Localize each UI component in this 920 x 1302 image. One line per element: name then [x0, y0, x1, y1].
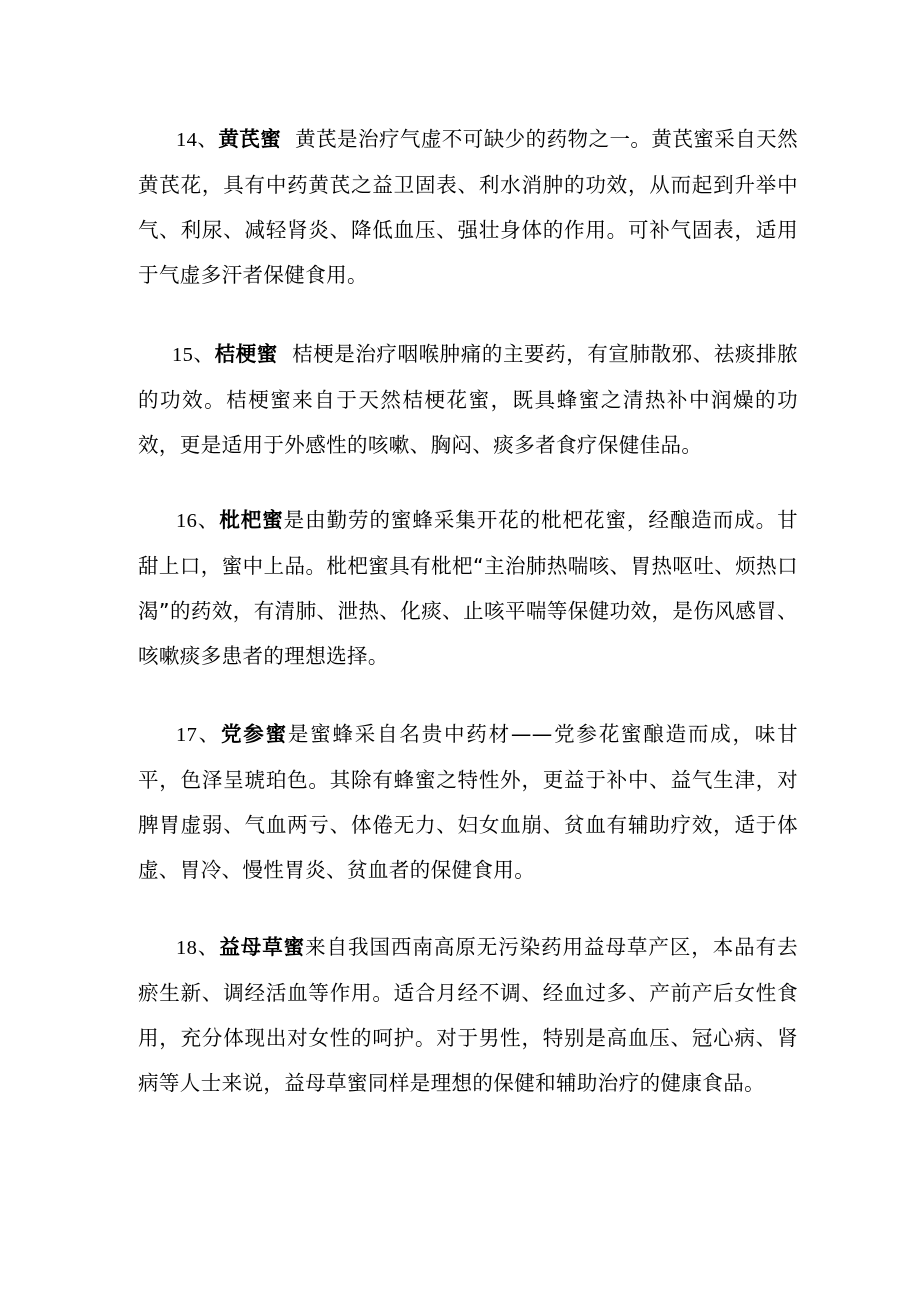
item-body: 是蜜蜂采自名贵中药材——党参花蜜酿造而成，味甘平，色泽呈琥珀色。其除有蜂蜜之特性外，更益于补中、益气生津，对脾胃虚弱、气血两亏、体倦无力、妇女血崩、贫血有辅助疗效，适于体虚、胃冷、慢性胃炎、贫血者的保健食用。 [138, 722, 798, 882]
paragraph-yimucao-honey [138, 925, 798, 1106]
paragraph-huangqi-honey [138, 117, 798, 298]
item-body: 是由勤劳的蜜蜂采集开花的枇杷花蜜，经酿造而成。甘甜上口，蜜中上品。枇杷蜜具有枇杷“主治肺热喘咳、胃热呕吐、烦热口渴”的药效，有清肺、泄热、化痰、止咳平喘等保健功效，是伤风感冒、咳嗽痰多患者的理想选择。 [138, 508, 798, 668]
item-number: 18、 [176, 937, 220, 959]
item-number: 16、 [176, 510, 220, 532]
paragraph-pipa-honey [138, 498, 798, 679]
item-number: 17、 [176, 724, 221, 746]
paragraph-jiegeng-honey [138, 332, 798, 468]
item-number: 15、 [172, 344, 215, 366]
item-body: 桔梗是治疗咽喉肿痛的主要药，有宣肺散邪、祛痰排脓的功效。桔梗蜜来自于天然桔梗花蜜，既具蜂蜜之清热补中润燥的功效，更是适用于外感性的咳嗽、胸闷、痰多者食疗保健佳品。 [138, 342, 798, 457]
item-body: 黄芪是治疗气虚不可缺少的药物之一。黄芪蜜采自天然黄芪花，具有中药黄芪之益卫固表、利水消肿的功效，从而起到升举中气、利尿、减轻肾炎、降低血压、强壮身体的作用。可补气固表，适用于气虚多汗者保健食用。 [138, 127, 798, 287]
item-title: 枇杷蜜 [219, 508, 284, 532]
item-title: 益母草蜜 [219, 935, 306, 959]
item-number: 14、 [176, 129, 219, 151]
item-title: 桔梗蜜 [214, 342, 278, 366]
paragraph-dangshen-honey [138, 712, 798, 893]
item-title: 黄芪蜜 [218, 127, 282, 151]
item-title: 党参蜜 [221, 722, 288, 746]
item-body: 来自我国西南高原无污染药用益母草产区，本品有去瘀生新、调经活血等作用。适合月经不调、经血过多、产前产后女性食用，充分体现出对女性的呵护。对于男性，特别是高血压、冠心病、肾病等人士来说，益母草蜜同样是理想的保健和辅助治疗的健康食品。 [138, 935, 798, 1095]
